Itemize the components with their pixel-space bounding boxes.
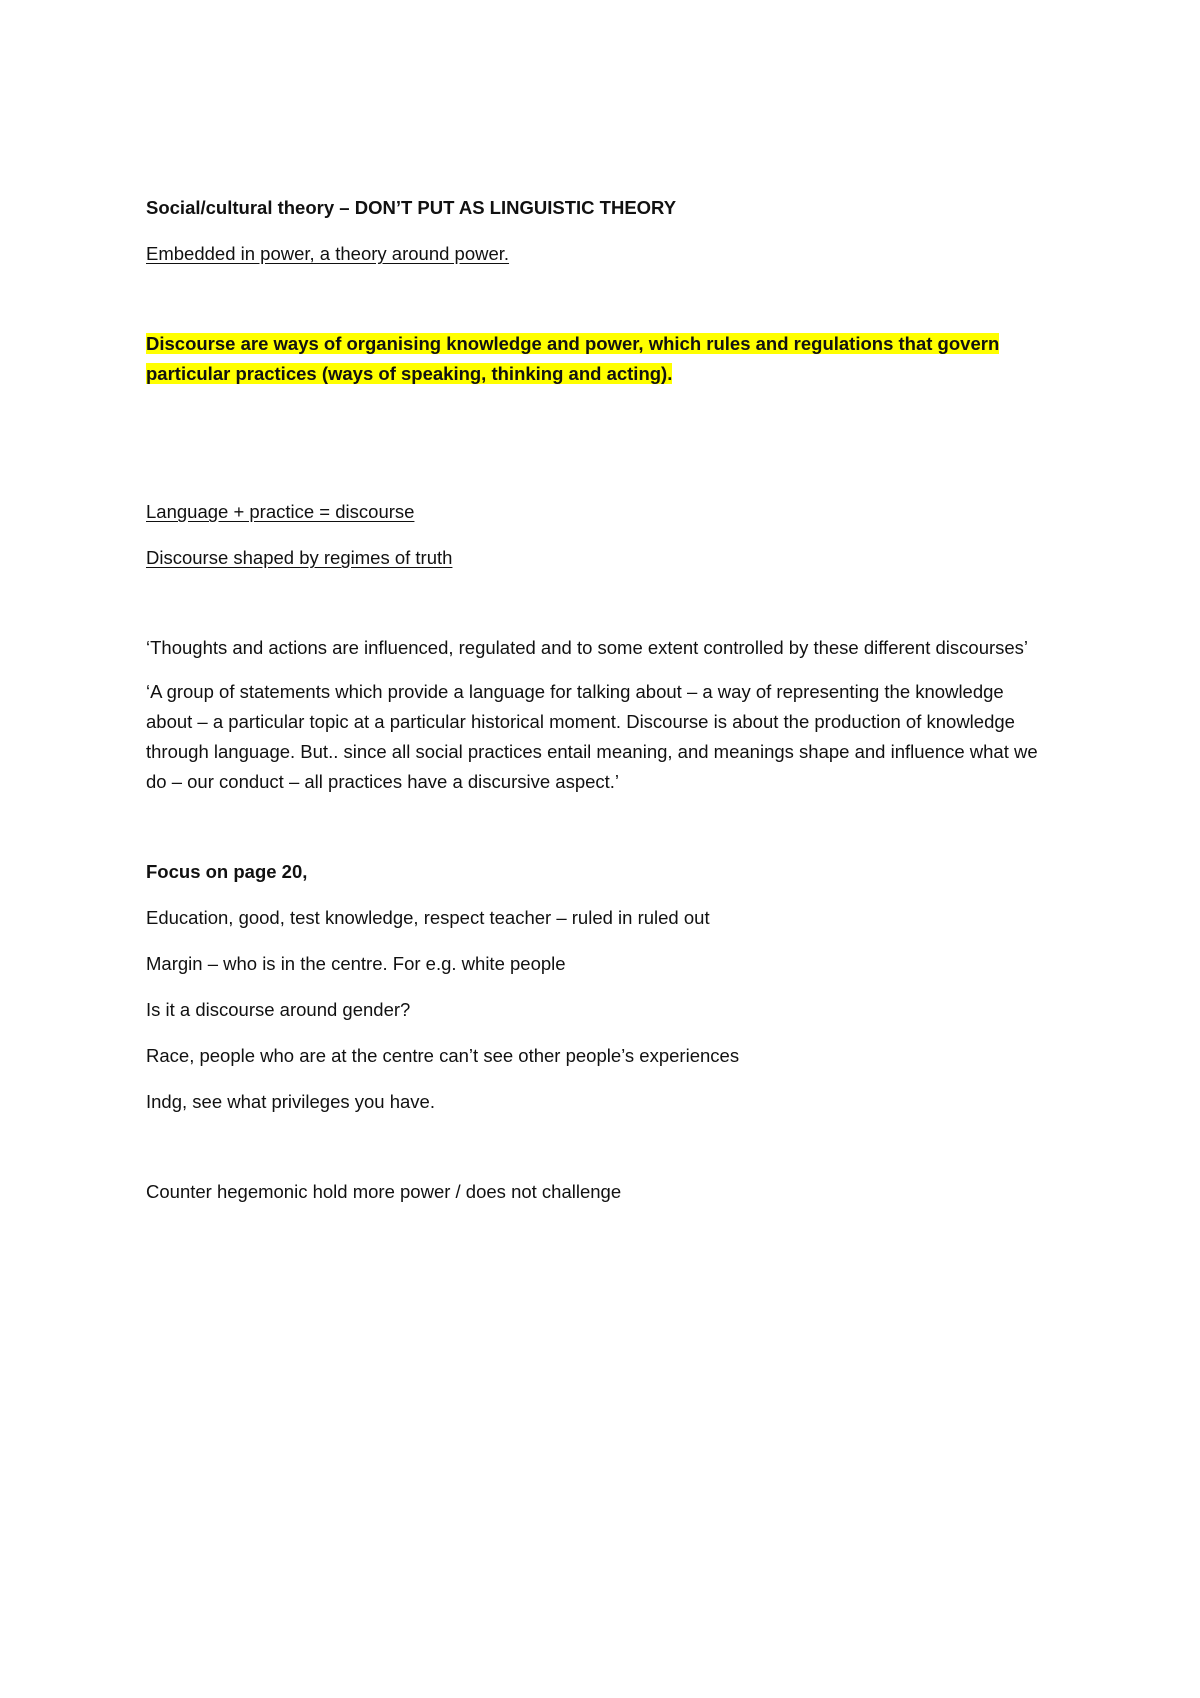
embedded-line: Embedded in power, a theory around power. — [146, 243, 510, 264]
highlight-definition — [146, 329, 1046, 389]
note-item: Race, people who are at the centre can’t see other people’s experiences — [146, 1045, 740, 1066]
equation-line: Language + practice = discourse — [146, 501, 415, 522]
heading-bold: DON’T PUT AS LINGUISTIC THEORY — [354, 197, 677, 218]
note-item: Is it a discourse around gender? — [146, 999, 411, 1020]
quote-2: ‘A group of statements which provide a language for talking about – a way of representing the knowledge about – a particular topic at a particular historical moment. Discourse is about the production of knowledge through language. But.. since all social practices entail meaning, and meanings shape and influence what we do – our conduct – all practices have a discursive aspect.’ — [146, 681, 1038, 792]
focus-heading: Focus on page 20, — [146, 861, 308, 882]
document-body — [146, 193, 1046, 1207]
note-item: Margin – who is in the centre. For e.g. white people — [146, 953, 566, 974]
final-line: Counter hegemonic hold more power / does not challenge — [146, 1181, 622, 1202]
highlighted-text: Discourse are ways of organising knowledge and power, which rules and regulations that govern particular practices (ways of speaking, thinking and acting). — [146, 333, 1000, 384]
note-item: Education, good, test knowledge, respect teacher – ruled in ruled out — [146, 907, 710, 928]
quote-1: ‘Thoughts and actions are influenced, regulated and to some extent controlled by these different discourses’ — [146, 637, 1029, 658]
section-heading — [146, 193, 1046, 223]
note-item: Indg, see what privileges you have. — [146, 1091, 435, 1112]
heading-normal: Social/cultural theory – — [146, 197, 355, 218]
regimes-line: Discourse shaped by regimes of truth — [146, 547, 453, 568]
